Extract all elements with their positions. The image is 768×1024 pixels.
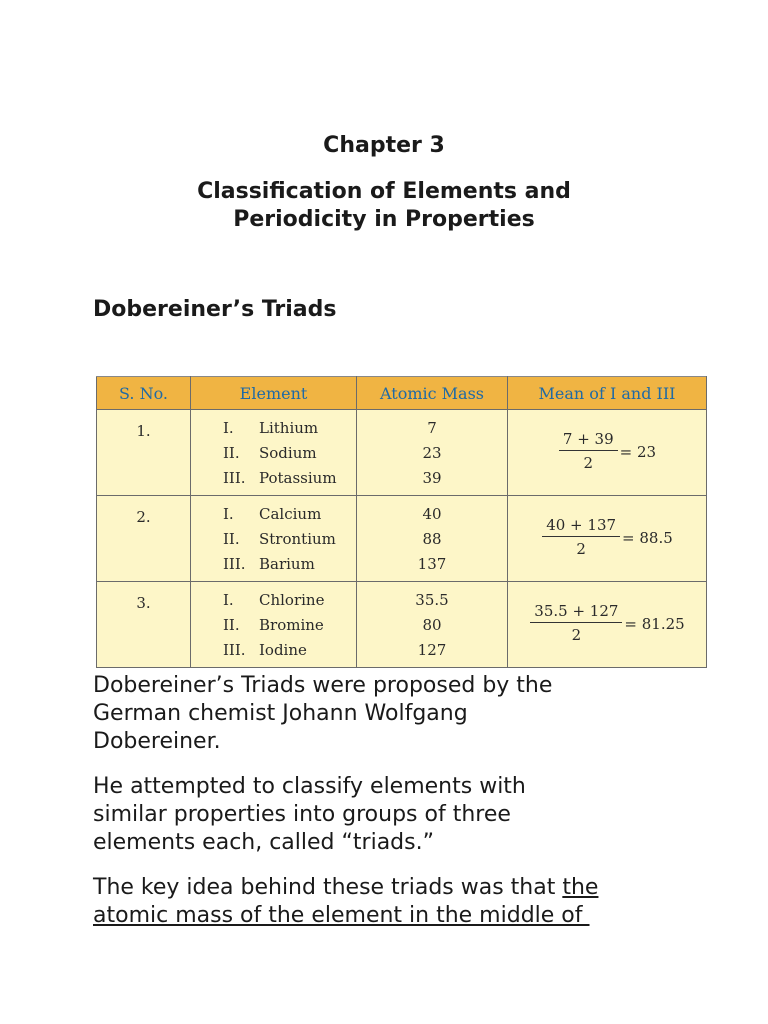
sno-cell <box>97 410 191 496</box>
element-line <box>191 441 356 466</box>
mass-value: 40 <box>422 505 442 523</box>
formula-result: = 88.5 <box>622 528 673 547</box>
sno-value: 1. <box>136 422 151 440</box>
element-line <box>191 638 356 663</box>
element-line <box>191 527 356 552</box>
roman-numeral: II. <box>223 444 240 462</box>
element-name: Strontium <box>259 530 336 548</box>
element-line <box>191 552 356 577</box>
header-atomic-mass: Atomic Mass <box>357 377 508 410</box>
mean-formula <box>508 430 707 473</box>
formula-denominator: 2 <box>571 626 582 644</box>
sno-value: 3. <box>136 594 151 612</box>
element-line <box>191 502 356 527</box>
paragraph-text: The key idea behind these triads was that <box>93 875 563 900</box>
roman-numeral: III. <box>223 469 246 487</box>
mass-value: 35.5 <box>415 591 449 609</box>
header-mean: Mean of I and III <box>508 377 707 410</box>
sno-cell <box>97 496 191 582</box>
paragraph-line <box>93 874 693 902</box>
chapter-subtitle-line-2: Periodicity in Properties <box>233 207 535 232</box>
table-row <box>97 582 707 668</box>
chapter-subtitle <box>0 178 768 234</box>
roman-numeral: III. <box>223 555 246 573</box>
element-cell <box>191 496 357 582</box>
roman-numeral: II. <box>223 530 240 548</box>
element-name: Chlorine <box>259 591 325 609</box>
roman-numeral: III. <box>223 641 246 659</box>
element-name: Lithium <box>259 419 319 437</box>
mass-value: 23 <box>422 444 442 462</box>
mass-cell <box>357 496 508 582</box>
formula-numerator: 40 + 137 <box>542 516 620 537</box>
element-line <box>191 466 356 491</box>
mass-value: 127 <box>417 641 447 659</box>
mass-value: 137 <box>417 555 447 573</box>
chapter-subtitle-line-1: Classification of Elements and <box>197 179 571 204</box>
section-heading: Dobereiner’s Triads <box>93 297 337 322</box>
chapter-title: Chapter 3 <box>323 133 445 158</box>
paragraph-line: elements each, called “triads.” <box>93 830 434 855</box>
element-line <box>191 588 356 613</box>
mass-value: 7 <box>427 419 437 437</box>
element-line <box>191 416 356 441</box>
paragraph-origin <box>93 672 693 756</box>
header-element: Element <box>191 377 357 410</box>
paragraph-line <box>93 902 693 930</box>
sno-cell <box>97 582 191 668</box>
formula-result: = 81.25 <box>624 614 685 633</box>
roman-numeral: I. <box>223 591 234 609</box>
roman-numeral: I. <box>223 505 234 523</box>
mass-value: 88 <box>422 530 442 548</box>
mean-cell <box>508 410 707 496</box>
formula-numerator: 35.5 + 127 <box>530 602 622 623</box>
formula-result: = 23 <box>619 442 657 461</box>
roman-numeral: II. <box>223 616 240 634</box>
element-cell <box>191 410 357 496</box>
paragraph-key-idea <box>93 874 693 930</box>
mean-cell <box>508 496 707 582</box>
mass-value: 39 <box>422 469 442 487</box>
mean-formula <box>508 516 707 559</box>
mass-cell <box>357 410 508 496</box>
element-name: Calcium <box>259 505 322 523</box>
mean-cell <box>508 582 707 668</box>
paragraph-classification <box>93 773 693 857</box>
paragraph-line: Dobereiner’s Triads were proposed by the <box>93 673 553 698</box>
element-name: Potassium <box>259 469 337 487</box>
table-header-row <box>97 377 707 410</box>
paragraph-line: similar properties into groups of three <box>93 802 511 827</box>
formula-numerator: 7 + 39 <box>559 430 618 451</box>
element-name: Bromine <box>259 616 324 634</box>
mean-formula <box>508 602 707 645</box>
mass-cell <box>357 582 508 668</box>
sno-value: 2. <box>136 508 151 526</box>
formula-denominator: 2 <box>576 540 586 558</box>
roman-numeral: I. <box>223 419 234 437</box>
underlined-text: the <box>562 875 599 900</box>
underlined-text: atomic mass of the element in the middle of <box>93 903 590 928</box>
element-line <box>191 613 356 638</box>
paragraph-line: German chemist Johann Wolfgang <box>93 701 468 726</box>
element-name: Iodine <box>259 641 307 659</box>
element-name: Sodium <box>259 444 317 462</box>
paragraph-line: He attempted to classify elements with <box>93 774 526 799</box>
element-name: Barium <box>259 555 315 573</box>
table-row <box>97 410 707 496</box>
element-cell <box>191 582 357 668</box>
formula-denominator: 2 <box>583 454 594 472</box>
paragraph-line: Dobereiner. <box>93 729 221 754</box>
mass-value: 80 <box>422 616 442 634</box>
table-row <box>97 496 707 582</box>
header-sno: S. No. <box>97 377 191 410</box>
triads-table <box>96 376 707 668</box>
